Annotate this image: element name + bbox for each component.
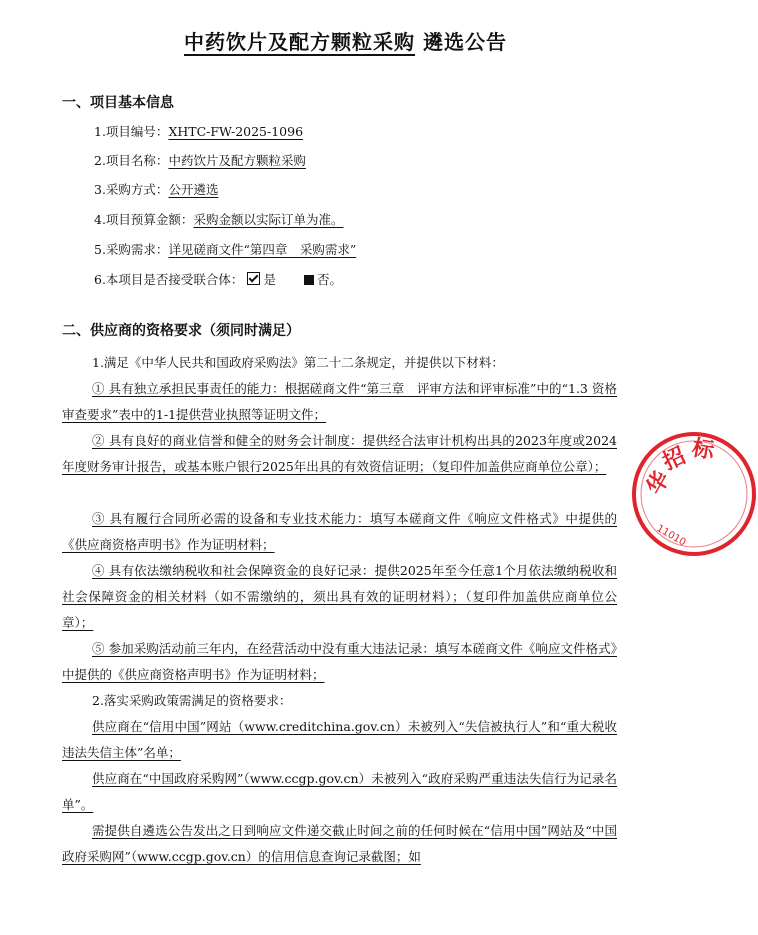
credit-requirement-1: 供应商在“信用中国”网站（www.creditchina.gov.cn）未被列入“失信被执行人”和“重大税收违法失信主体”名单；: [62, 719, 617, 760]
credit-requirement-3: 需提供自遴选公告发出之日到响应文件递交截止时间之前的任何时候在“信用中国”网站及“中国政府采购网”（www.ccgp.gov.cn）的信用信息查询记录截图；如: [62, 823, 617, 864]
svg-text:标: 标: [690, 435, 717, 465]
title-main: 中药饮片及配方颗粒采购: [184, 30, 416, 54]
section1-heading: 一、项目基本信息: [62, 95, 174, 111]
requirement-5: ⑤ 参加采购活动前三年内，在经营活动中没有重大违法记录：填写本磋商文件《响应文件格式》中提供的《供应商资格声明书》作为证明材料；: [62, 641, 617, 682]
item-procurement-method: 3.采购方式：公开遴选: [94, 182, 219, 197]
section2-heading: 二、供应商的资格要求（须同时满足）: [62, 323, 300, 339]
item-requirement: 5.采购需求：详见磋商文件“第四章 采购需求”: [94, 242, 357, 257]
section2-p2-intro: 2.落实采购政策需满足的资格要求：: [92, 693, 292, 708]
requirement-1: ① 具有独立承担民事责任的能力：根据磋商文件“第三章 评审方法和评审标准”中的“1.3 资格审查要求”表中的1-1提供营业执照等证明文件；: [62, 381, 617, 422]
item-budget: 4.项目预算金额：采购金额以实际订单为准。: [94, 212, 344, 227]
item-project-number: 1.项目编号：XHTC-FW-2025-1096: [94, 124, 304, 139]
requirement-3: ③ 具有履行合同所必需的设备和专业技术能力：填写本磋商文件《响应文件格式》中提供的《供应商资格声明书》作为证明材料；: [62, 511, 617, 552]
svg-text:11010: 11010: [654, 523, 688, 549]
svg-text:招: 招: [659, 443, 690, 476]
page-title: [0, 26, 691, 55]
requirement-2: ② 具有良好的商业信誉和健全的财务会计制度：提供经合法审计机构出具的2023年度或2024年度财务审计报告，或基本账户银行2025年出具的有效资信证明；（复印件加盖供应商单位公章）；: [62, 433, 617, 474]
title-suffix: 遴选公告: [422, 30, 507, 54]
checked-box-icon: [247, 272, 260, 285]
svg-text:华: 华: [642, 467, 676, 499]
section2-p1-intro: 1.满足《中华人民共和国政府采购法》第二十二条规定，并提供以下材料：: [92, 355, 504, 370]
requirement-4: ④ 具有依法缴纳税收和社会保障资金的良好记录：提供2025年至今任意1个月依法缴纳税收和社会保障资金的相关材料（如不需缴纳的，须出具有效的证明材料）；（复印件加盖供应商单位公章）；: [62, 563, 617, 630]
company-seal-stamp: [630, 430, 758, 558]
credit-requirement-2: 供应商在“中国政府采购网”（www.ccgp.gov.cn）未被列入“政府采购严重违法失信行为记录名单”。: [62, 771, 617, 812]
filled-box-icon: [304, 275, 314, 285]
item-consortium: 6.本项目是否接受联合体： 是 否。: [94, 272, 342, 287]
item-project-name: 2.项目名称：中药饮片及配方颗粒采购: [94, 153, 306, 168]
